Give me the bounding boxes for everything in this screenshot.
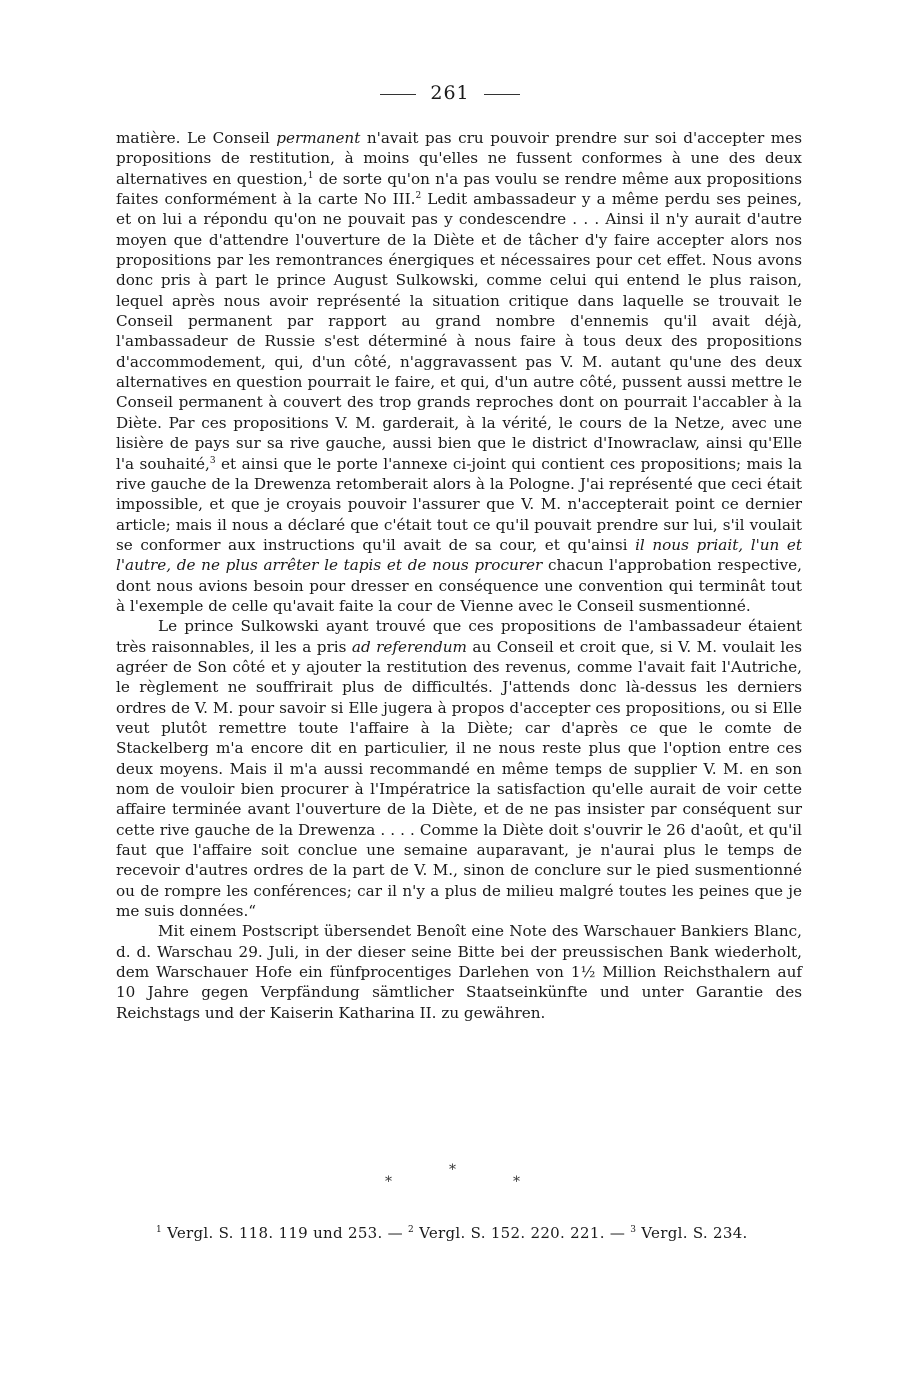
footnote-mark: 3 — [630, 1225, 637, 1235]
footnote-mark: 2 — [408, 1225, 415, 1235]
footnote — [630, 1224, 747, 1242]
separator-star: * — [513, 1174, 520, 1190]
header-rule-left — [380, 94, 416, 95]
section-separator — [0, 1160, 900, 1200]
text-run: chacun l'approbation respective, dont nous avions besoin pour dresser en conséquence une convention qui terminât tout à l'exemple de celle qu'avait faite la cour de Vienne avec le Conseil susmentionné. — [116, 556, 802, 615]
separator-star: * — [449, 1162, 456, 1178]
footnote-text: Vergl. S. 234. — [636, 1224, 748, 1242]
emphasized-text: il nous priait, l'un et l'autre, de ne plus arrêter le tapis et de nous procurer — [116, 535, 802, 575]
footnotes — [156, 1224, 806, 1242]
footnote-reference: 2 — [415, 190, 422, 201]
emphasized-text: permanent — [276, 129, 361, 147]
paragraph — [116, 128, 802, 616]
footnote-text: Vergl. S. 152. 220. 221. — — [414, 1224, 631, 1242]
footnote-mark: 1 — [156, 1225, 163, 1235]
text-run: matière. Le Conseil — [116, 129, 277, 147]
text-run: de sorte qu'on n'a pas voulu se rendre même aux propositions faites conformément à la carte No III. — [116, 169, 802, 209]
emphasized-text: ad referendum — [351, 637, 467, 656]
running-head — [0, 82, 900, 104]
text-run: Le prince Sulkowski ayant trouvé que ces propositions de l'ambassadeur étaient très raisonnables, il les a pris — [116, 617, 802, 656]
text-run: n'avait pas cru pouvoir prendre sur soi d'accepter mes propositions de restitution, à moins qu'elles ne fussent conformes à une des deux alternatives en question, — [116, 129, 802, 188]
footnote-text: Vergl. S. 118. 119 und 253. — — [162, 1224, 409, 1242]
page-number: 261 — [430, 82, 470, 104]
text-run: et ainsi que le porte l'annexe ci-joint qui contient ces propositions; mais la rive gauche de la Drewenza retomberait alors à la Pologne. J'ai représenté que ceci était impossible, et que je croyais pouvoir l'assurer que V. M. n'accepterait point ce dernier article; mais il nous a déclaré que c'était tout ce qu'il pouvait prendre sur lui, s'il voulait se conformer aux instructions qu'il avait de sa cour, et qu'ainsi — [116, 454, 803, 554]
text-run: au Conseil et croit que, si V. M. voulait les agréer de Son côté et y ajouter la restitution des revenus, comme l'avait fait l'Autriche, le règlement ne souffrirait plus de difficultés. J'attends donc là-dessus les derniers ordres de V. M. pour savoir si Elle jugera à propos d'accepter ces propositions, ou si Elle veut plutôt remettre toute l'affaire à la Diète; car d'après ce que le comte de Stackelberg m'a encore dit en particulier, il ne nous reste plus que l'option entre ces deux moyens. Mais il m'a aussi recommandé en même temps de supplier V. M. en son nom de vouloir bien procurer à l'Impératrice la satisfaction qu'elle aurait de voir cette affaire terminée avant l'ouverture de la Diète, et de ne pas insister par conséquent sur cette rive gauche de la Drewenza . . . . Comme la Diète doit s'ouvrir le 26 d'août, et qu'il faut que l'affaire soit conclue une semaine auparavant, je n'aurai plus le temps de recevoir d'autres ordres de la part de V. M., sinon de conclure sur le pied susmentionné ou de rompre les conférences; car il n'y a plus de milieu malgré toutes les peines que je me suis données.“ — [116, 637, 802, 921]
footnote — [156, 1224, 408, 1242]
footnote-reference: 3 — [209, 455, 216, 466]
paragraph — [116, 616, 802, 921]
footnote-reference: 1 — [307, 170, 314, 181]
footnote — [408, 1224, 630, 1242]
header-rule-right — [484, 94, 520, 95]
text-run: Mit einem Postscript übersendet Benoît eine Note des Warschauer Bankiers Blanc, d. d. Warschau 29. Juli, in der dieser seine Bitte bei der preussischen Bank wiederholt, dem Warschauer Hofe ein fünfprocentiges Darlehen von 1½ Million Reichsthalern auf 10 Jahre gegen Verpfändung sämtlicher Staatseinkünfte und unter Garantie des Reichstags und der Kaiserin Katharina II. zu gewähren. — [116, 922, 802, 1022]
body-text — [116, 128, 802, 1023]
paragraph — [116, 921, 802, 1023]
text-run: Ledit ambassadeur y a même perdu ses peines, et on lui a répondu qu'on ne pouvait pas y condescendre . . . Ainsi il n'y aurait d'autre moyen que d'attendre l'ouverture de la Diète et de tâcher d'y faire accepter alors nos propositions par les remontrances énergiques et nécessaires pour cet effet. Nous avons donc pris à part le prince August Sulkowski, comme celui qui entend le plus raison, lequel après nous avoir représenté la situation critique dans laquelle se trouvait le Conseil permanent par rapport au grand nombre d'ennemis qu'il avait déjà, l'ambassadeur de Russie s'est déterminé à nous faire à tous deux des propositions d'accommodement, qui, d'un côté, n'aggravassent pas V. M. autant qu'une des deux alternatives en question pourrait le faire, et qui, d'un autre côté, pussent aussi mettre le Conseil permanent à couvert des trop grands reproches dont on pourrait l'accabler à la Diète. Par ces propositions V. M. garderait, à la vérité, le cours de la Netze, avec une lisière de pays sur sa rive gauche, aussi bien que le district d'Inowraclaw, ainsi qu'Elle l'a souhaité, — [116, 190, 802, 473]
separator-star: * — [385, 1174, 392, 1190]
